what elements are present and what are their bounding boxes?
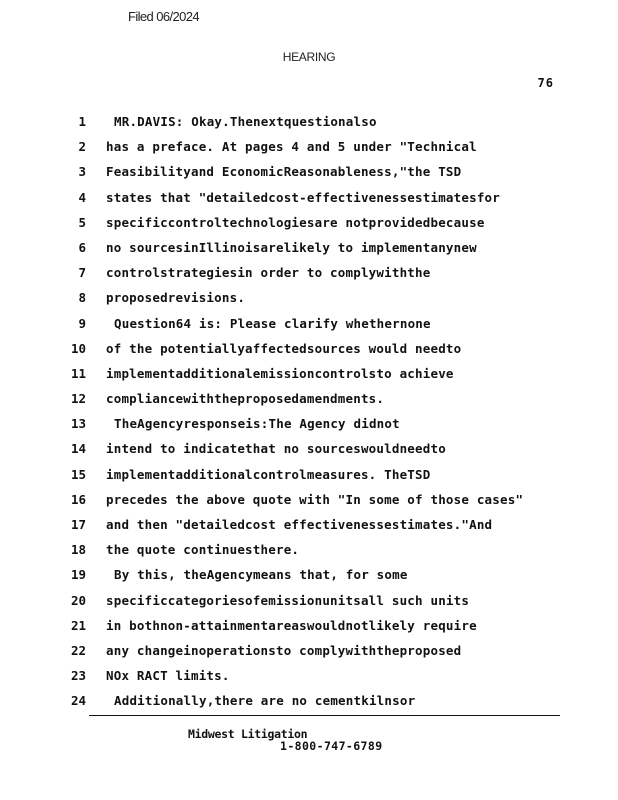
transcript-line [0, 214, 618, 239]
line-number: 20 [70, 592, 86, 608]
line-number: 8 [78, 290, 86, 306]
line-number: 21 [70, 617, 86, 633]
transcript-line [0, 415, 618, 440]
transcript-line [0, 592, 618, 617]
transcript-line [0, 138, 618, 163]
line-text: specificcategoriesofemissionunitsall such units [106, 592, 470, 608]
transcript-line [0, 315, 618, 340]
line-number: 3 [78, 164, 86, 180]
line-number: 18 [70, 542, 86, 558]
line-text: has a preface. At pages 4 and 5 under "Technical [106, 139, 477, 155]
line-text: Feasibilityand EconomicReasonableness,"the TSD [106, 164, 462, 180]
line-text: NOx RACT limits. [106, 668, 230, 684]
line-number: 22 [70, 642, 86, 658]
line-text: specificcontroltechnologiesare notprovidedbecause [106, 214, 485, 230]
document-title: HEARING [282, 50, 336, 64]
line-number: 11 [70, 365, 86, 381]
line-text: controlstrategiesin order to complywiththe [106, 265, 431, 281]
footer-company: Midwest Litigation [188, 727, 308, 741]
transcript-line [0, 113, 618, 138]
line-number: 23 [70, 668, 86, 684]
transcript-line [0, 264, 618, 289]
line-number: 16 [70, 491, 86, 507]
line-text: implementadditionalcontrolmeasures. TheTSD [106, 466, 431, 482]
line-text: no sourcesinIllinoisarelikely to implementanynew [106, 239, 477, 255]
transcript-line [0, 516, 618, 541]
line-number: 2 [78, 139, 86, 155]
line-number: 1 [78, 114, 86, 129]
line-text: and then "detailedcost effectivenessestimates."And [106, 517, 493, 532]
transcript-line [0, 440, 618, 465]
transcript-body [0, 113, 618, 718]
transcript-line [0, 340, 618, 365]
transcript-line [0, 189, 618, 214]
line-text: the quote continuesthere. [106, 542, 300, 558]
filing-stamp: Filed 06/2024 [128, 9, 199, 24]
line-number: 5 [78, 214, 86, 230]
line-text: of the potentiallyaffectedsources would needto [106, 340, 462, 356]
line-text: intend to indicatethat no sourceswouldneedto [106, 441, 446, 457]
line-number: 15 [70, 466, 86, 482]
transcript-line [0, 566, 618, 591]
line-number: 12 [70, 391, 86, 407]
transcript-line [0, 390, 618, 415]
line-number: 7 [78, 265, 86, 281]
transcript-line [0, 541, 618, 566]
transcript-line [0, 365, 618, 390]
line-number: 9 [78, 315, 86, 331]
footer-phone: 1-800-747-6789 [280, 739, 383, 753]
transcript-line [0, 466, 618, 491]
line-text: implementadditionalemissioncontrolsto achieve [106, 365, 454, 381]
transcript-line [0, 692, 618, 717]
page-number: 76 [537, 76, 554, 90]
transcript-line [0, 617, 618, 642]
transcript-line [0, 289, 618, 314]
line-text: any changeinoperationsto complywiththeproposed [106, 642, 462, 658]
line-number: 13 [70, 416, 86, 432]
line-text: in bothnon-attainmentareaswouldnotlikely require [106, 617, 477, 633]
line-text: Additionally,there are no cementkilnsor [114, 693, 416, 709]
transcript-line [0, 491, 618, 516]
line-number: 6 [78, 239, 86, 255]
line-text: compliancewiththeproposedamendments. [106, 391, 385, 407]
transcript-line [0, 239, 618, 264]
line-text: By this, theAgencymeans that, for some [114, 567, 408, 583]
transcript-line [0, 642, 618, 667]
footer-divider [89, 715, 560, 716]
line-number: 19 [70, 567, 86, 583]
line-text: Question64 is: Please clarify whethernone [114, 315, 431, 331]
line-number: 10 [70, 340, 86, 356]
line-text: proposedrevisions. [106, 290, 246, 306]
transcript-line [0, 667, 618, 692]
line-number: 14 [70, 441, 86, 457]
line-number: 4 [78, 189, 86, 205]
line-text: TheAgencyresponseis:The Agency didnot [114, 416, 400, 432]
line-number: 24 [70, 693, 86, 709]
line-number: 17 [70, 517, 86, 532]
line-text: precedes the above quote with "In some of those cases" [106, 491, 524, 507]
transcript-line [0, 163, 618, 188]
line-text: states that "detailedcost-effectivenessestimatesfor [106, 189, 501, 205]
line-text: MR.DAVIS: Okay.Thenextquestionalso [114, 114, 377, 129]
